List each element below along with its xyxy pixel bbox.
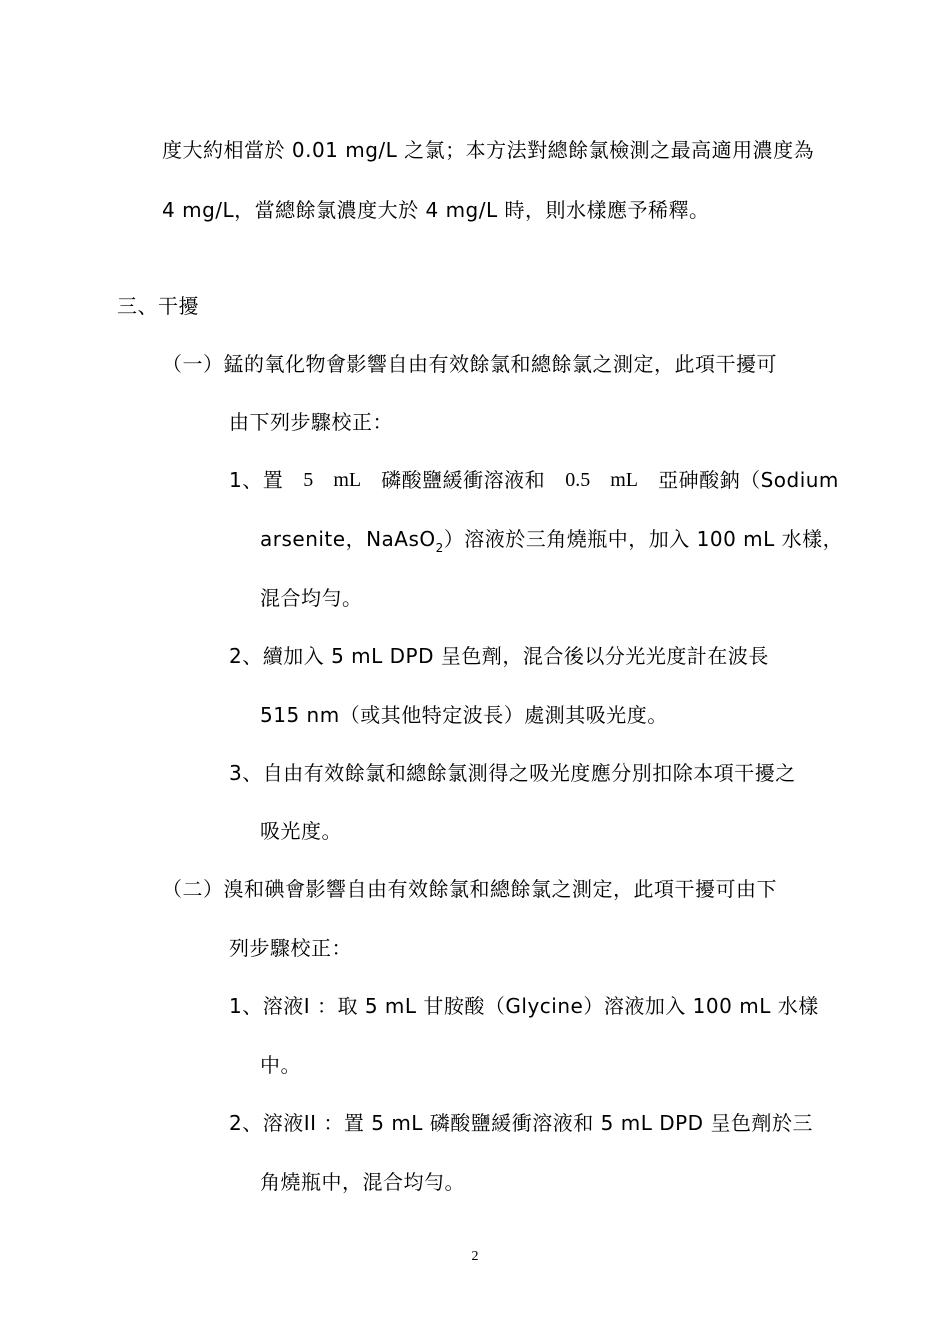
item-1-step-2-line-1: 2、續加入 5 mL DPD 呈色劑，混合後以分光光度計在波長 (229, 644, 769, 668)
item-1-step-1-line-1 (229, 468, 839, 492)
item-2-step-2-line-2: 角燒瓶中，混合均勻。 (260, 1170, 465, 1194)
step-text: 0.5 (565, 469, 591, 491)
intro-line-1: 度大約相當於 0.01 mg/L 之氯；本方法對總餘氯檢測之最高適用濃度為 (162, 138, 815, 162)
step-text: mL (333, 469, 362, 491)
section-heading: 三、干擾 (117, 294, 199, 318)
step-text: ）溶液於三角燒瓶中，加入 100 mL 水樣， (443, 527, 844, 551)
item-2-line-2: 列步驟校正： (229, 936, 352, 960)
page-number: 2 (471, 1249, 479, 1264)
step-text: mL (610, 469, 639, 491)
item-1-step-1-line-2 (260, 527, 844, 555)
item-1-step-3-line-1: 3、自由有效餘氯和總餘氯測得之吸光度應分別扣除本項干擾之 (229, 761, 796, 785)
item-1-line-1: （一）錳的氧化物會影響自由有效餘氯和總餘氯之測定，此項干擾可 (162, 352, 777, 376)
item-2-line-1: （二）溴和碘會影響自由有效餘氯和總餘氯之測定，此項干擾可由下 (162, 877, 777, 901)
intro-line-2: 4 mg/L，當總餘氯濃度大於 4 mg/L 時，則水樣應予稀釋。 (162, 198, 710, 222)
item-2-step-1-line-2: 中。 (260, 1053, 301, 1077)
step-text: arsenite，NaAsO (260, 527, 436, 551)
item-1-line-2: 由下列步驟校正： (229, 410, 393, 434)
step-text: 磷酸鹽緩衝溶液和 (381, 468, 546, 492)
item-1-step-1-line-3: 混合均勻。 (260, 586, 363, 610)
subscript: 2 (435, 541, 444, 555)
step-text: 1、置 (229, 468, 284, 492)
item-2-step-1-line-1: 1、溶液I ：取 5 mL 甘胺酸（Glycine）溶液加入 100 mL 水樣 (229, 994, 819, 1018)
item-1-step-2-line-2: 515 nm（或其他特定波長）處測其吸光度。 (260, 703, 668, 727)
item-2-step-2-line-1: 2、溶液II ：置 5 mL 磷酸鹽緩衝溶液和 5 mL DPD 呈色劑於三 (229, 1111, 813, 1135)
step-text: 亞砷酸鈉（Sodium (658, 468, 839, 492)
item-1-step-3-line-2: 吸光度。 (260, 819, 342, 843)
step-text: 5 (303, 469, 314, 491)
